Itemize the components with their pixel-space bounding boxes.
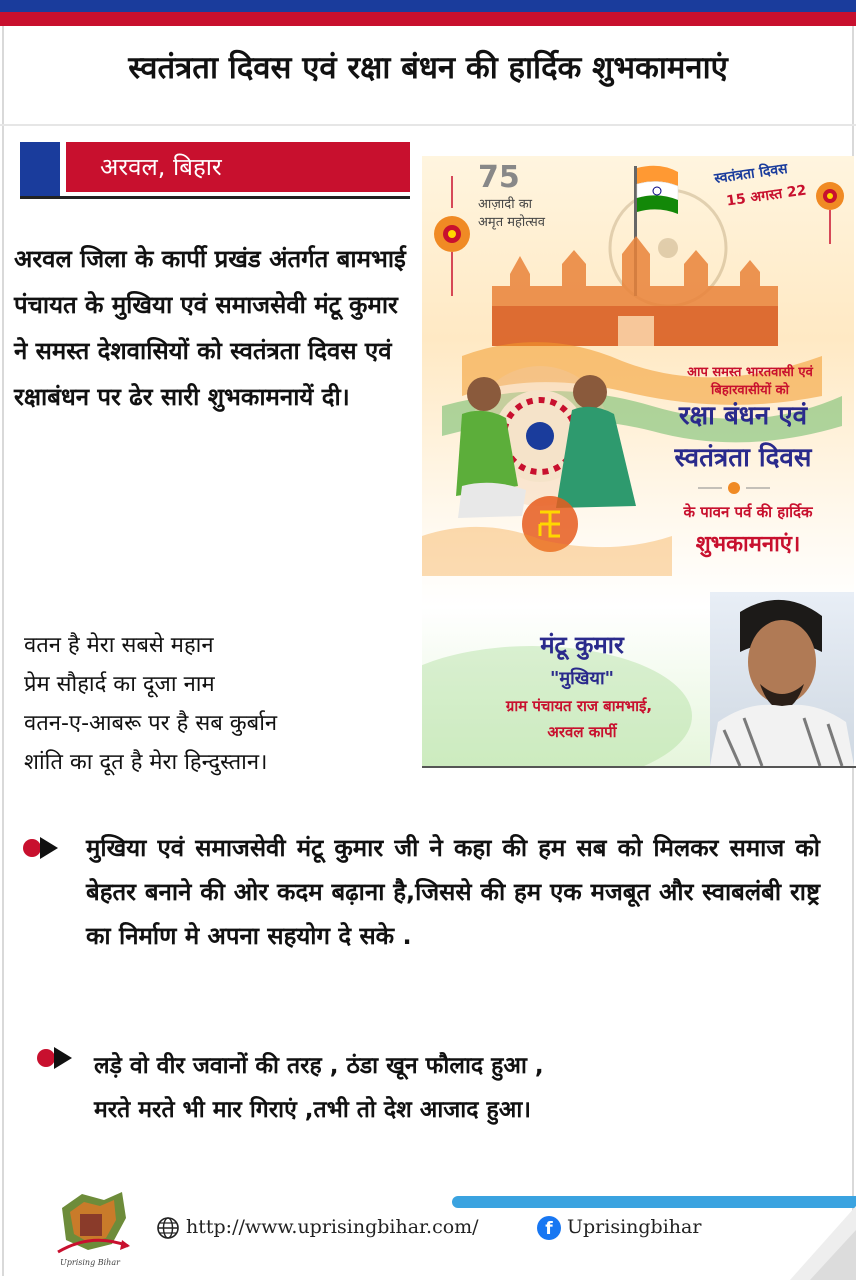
greeting-line1: आप समस्त भारतवासी एवं	[687, 365, 813, 380]
top-stripe-red	[0, 12, 856, 26]
azadi-number: 75	[478, 160, 520, 195]
avatar	[710, 592, 854, 766]
person-name: मंटू कुमार	[540, 631, 624, 659]
top-stripe-blue	[0, 0, 856, 12]
page-title: स्वतंत्रता दिवस एवं रक्षा बंधन की हार्दिक शुभकामनाएं	[128, 50, 728, 86]
flower-divider-icon	[698, 482, 770, 494]
statement-paragraph: मुखिया एवं समाजसेवी मंटू कुमार जी ने कहा की हम सब को मिलकर समाज को बेहतर बनाने की ओर कदम बढ़ाना है,जिससे की हम एक मजबूत और स्वाबलंबी राष्ट्र का निर्माण मे अपना सहयोग दे सके .	[86, 834, 820, 950]
facebook-link[interactable]: Uprisingbihar	[567, 1216, 702, 1238]
azadi-line1: आज़ादी का	[478, 197, 533, 212]
intro-paragraph: अरवल जिला के कार्पी प्रखंड अंतर्गत बामभाई पंचायत के मुखिया एवं समाजसेवी मंटू कुमार ने समस्त देशवासियों को स्वतंत्रता दिवस एवं रक्षाबंधन पर ढेर सारी शुभकामनायें दी।	[14, 245, 406, 411]
festival-line2: स्वतंत्रता दिवस	[674, 443, 812, 473]
location-label: अरवल, बिहार	[100, 153, 222, 181]
facebook-icon[interactable]: f	[537, 1216, 561, 1240]
festival-line1: रक्षा बंधन एवं	[678, 401, 808, 431]
poem-line: वतन है मेरा सबसे महान	[24, 633, 214, 658]
poem-line: वतन-ए-आबरू पर है सब कुर्बान	[24, 711, 278, 736]
logo-caption: Uprising Bihar	[60, 1258, 120, 1267]
website-link[interactable]: http://www.uprisingbihar.com/	[186, 1216, 479, 1238]
person-photo	[710, 592, 854, 766]
slogan-paragraph	[14, 1044, 820, 1132]
poem-line: प्रेम सौहार्द का दूजा नाम	[24, 672, 215, 697]
frame-left	[2, 26, 4, 1276]
location-banner-accent	[20, 142, 60, 196]
organization-line1: ग्राम पंचायत राज बामभाई,	[505, 697, 653, 715]
wish-line1: के पावन पर्व की हार्दिक	[683, 503, 813, 521]
azadi-line2: अमृत महोत्सव	[478, 215, 546, 230]
location-underline	[20, 196, 410, 199]
greeting-line2: बिहारवासीयों को	[711, 383, 789, 398]
person-post: "मुखिया"	[549, 668, 614, 689]
slogan-line: मरते मरते भी मार गिराएं ,तभी तो देश आजाद हुआ।	[94, 1097, 531, 1123]
organization-line2: अरवल कार्पी	[547, 723, 617, 741]
poem	[24, 626, 424, 782]
corner-decoration	[770, 1206, 856, 1280]
poem-line: शांति का दूत है मेरा हिन्दुस्तान।	[24, 750, 268, 775]
independence-day-label: स्वतंत्रता दिवस	[713, 160, 789, 188]
wish-line2: शुभकामनाएं।	[695, 532, 801, 557]
greeting-poster	[422, 156, 854, 766]
globe-icon	[156, 1216, 180, 1240]
event-date: 15 अगस्त 22	[725, 182, 808, 210]
slogan-line: लड़े वो वीर जवानों की तरह , ठंडा खून फौलाद हुआ ,	[94, 1053, 544, 1079]
title-divider	[0, 124, 856, 126]
poster-border	[422, 766, 856, 768]
